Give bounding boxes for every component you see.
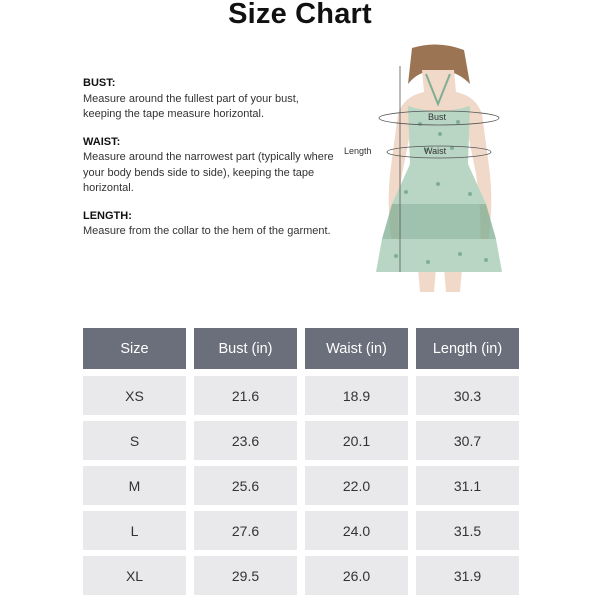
cell-length: 31.9 (416, 556, 519, 595)
cell-size: M (83, 466, 186, 505)
guide-bust-text: Measure around the fullest part of your bust, keeping the tape measure horizontal. (83, 92, 299, 120)
cell-length: 31.5 (416, 511, 519, 550)
dress-illustration (340, 44, 540, 294)
table-row (83, 511, 519, 550)
size-table (83, 328, 519, 601)
guide-bust-label: BUST: (83, 77, 116, 89)
header-bust: Bust (in) (194, 328, 297, 369)
model-figure (340, 44, 540, 294)
dress-skirt-tier-2 (382, 204, 496, 239)
cell-waist: 20.1 (305, 421, 408, 460)
cell-bust: 29.5 (194, 556, 297, 595)
cell-length: 31.1 (416, 466, 519, 505)
cell-size: XS (83, 376, 186, 415)
guide-length (83, 209, 338, 240)
header-waist: Waist (in) (305, 328, 408, 369)
cell-length: 30.7 (416, 421, 519, 460)
table-row (83, 376, 519, 415)
table-row (83, 466, 519, 505)
table-row (83, 421, 519, 460)
cell-waist: 26.0 (305, 556, 408, 595)
measurement-guide (83, 76, 338, 252)
guide-waist-label: WAIST: (83, 135, 121, 148)
guide-waist (83, 135, 338, 197)
table-row (83, 556, 519, 595)
cell-waist: 24.0 (305, 511, 408, 550)
cell-bust: 27.6 (194, 511, 297, 550)
guide-length-label: LENGTH: (83, 209, 132, 222)
length-label: Length (344, 146, 372, 156)
guide-length-text: Measure from the collar to the hem of the garment. (83, 225, 331, 237)
table-header-row (83, 328, 519, 369)
cell-size: S (83, 421, 186, 460)
cell-size: L (83, 511, 186, 550)
cell-bust: 21.6 (194, 376, 297, 415)
page-title: Size Chart (228, 0, 372, 30)
cell-waist: 18.9 (305, 376, 408, 415)
cell-bust: 25.6 (194, 466, 297, 505)
guide-bust (83, 76, 338, 123)
cell-length: 30.3 (416, 376, 519, 415)
header-length: Length (in) (416, 328, 519, 369)
header-size: Size (83, 328, 186, 369)
waist-label: Waist (424, 146, 447, 156)
cell-bust: 23.6 (194, 421, 297, 460)
guide-waist-text: Measure around the narrowest part (typically where your body bends side to side), keeping the tape horizontal. (83, 151, 334, 194)
cell-size: XL (83, 556, 186, 595)
bust-label: Bust (428, 112, 447, 122)
cell-waist: 22.0 (305, 466, 408, 505)
legs-shape (418, 269, 462, 292)
